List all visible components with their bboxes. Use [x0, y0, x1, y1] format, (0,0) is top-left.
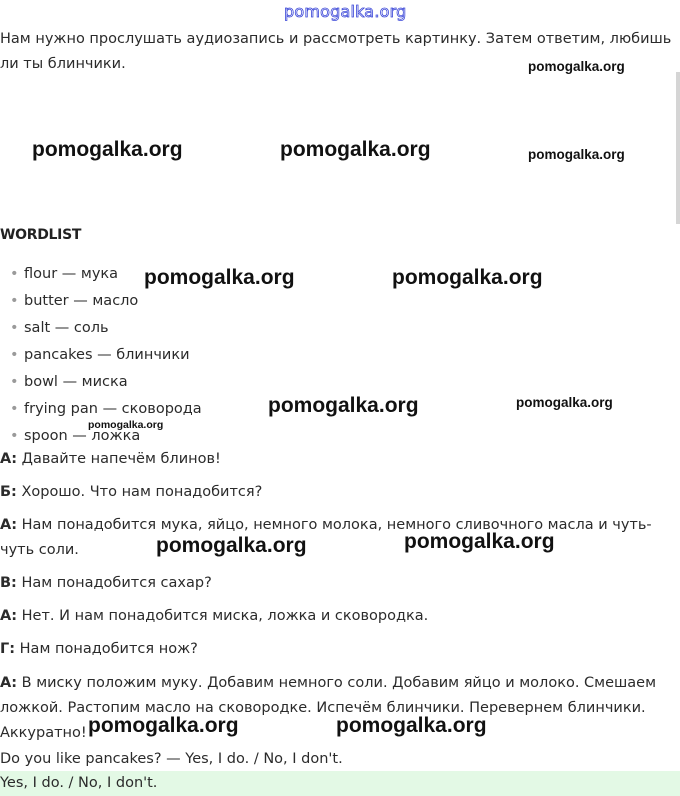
speaker-label: А: [0, 517, 18, 533]
list-item: • flour — мука [0, 262, 202, 289]
speaker-label: А: [0, 608, 18, 624]
dialogue-line [0, 604, 676, 629]
wordlist-heading: WORDLIST [0, 227, 82, 243]
list-item: • bowl — миска [0, 370, 202, 397]
watermark-text: pomogalka.org [280, 138, 431, 161]
dialogue-text: Нам понадобится нож? [15, 641, 198, 657]
dialogue-line [0, 447, 676, 472]
watermark-text: pomogalka.org [336, 714, 487, 737]
watermark-text: pomogalka.org [88, 419, 164, 431]
watermark-text: pomogalka.org [88, 714, 239, 737]
speaker-label: В: [0, 575, 17, 591]
watermark-text: pomogalka.org [32, 138, 183, 161]
watermark-text: pomogalka.org [528, 147, 625, 162]
speaker-label: А: [0, 675, 18, 691]
dialogue-line [0, 513, 676, 563]
list-item: • salt — соль [0, 316, 202, 343]
list-item: • frying pan — сковорода [0, 397, 202, 424]
dialogue-text: Нет. И нам понадобится миска, ложка и сковородка. [17, 608, 429, 624]
dialogue-text: Давайте напечём блинов! [17, 451, 221, 467]
watermark-text: pomogalka.org [156, 534, 307, 557]
site-watermark-logo: pomogalka.org [284, 2, 407, 21]
watermark-text: pomogalka.org [516, 395, 613, 410]
watermark-text: pomogalka.org [528, 59, 625, 74]
dialogue-text: В миску положим муку. Добавим немного соли. Добавим яйцо и молоко. Смешаем ложкой. Растопим масло на сковородке. Испечём блинчики. Перевернем блинчики. Аккуратно! [0, 675, 657, 741]
dialogue-text: Нам понадобится мука, яйцо, немного молока, немного сливочного масла и чуть-чуть соли. [0, 517, 652, 558]
dialogue-line [0, 637, 676, 662]
watermark-text: pomogalka.org [268, 394, 419, 417]
dialogue-text: Хорошо. Что нам понадобится? [16, 484, 263, 500]
intro-paragraph: Нам нужно прослушать аудиозапись и рассмотреть картинку. Затем ответим, любишь ли ты блинчики. [0, 31, 672, 72]
list-item: • butter — масло [0, 289, 202, 316]
question-line: Do you like pancakes? — Yes, I do. / No, I don't. [0, 751, 343, 767]
dialogue-line [0, 480, 676, 505]
answer-box: Yes, I do. / No, I don't. [0, 771, 680, 796]
dialogue-line [0, 571, 676, 596]
speaker-label: А: [0, 451, 18, 467]
watermark-text: pomogalka.org [392, 266, 543, 289]
scrollbar[interactable] [676, 72, 680, 224]
list-item: • pancakes — блинчики [0, 343, 202, 370]
watermark-text: pomogalka.org [404, 530, 555, 553]
watermark-text: pomogalka.org [144, 266, 295, 289]
dialogue-text: Нам понадобится сахар? [16, 575, 212, 591]
list-item: • spoon — ложка [0, 424, 202, 451]
speaker-label: Б: [0, 484, 17, 500]
speaker-label: Г: [0, 641, 16, 657]
